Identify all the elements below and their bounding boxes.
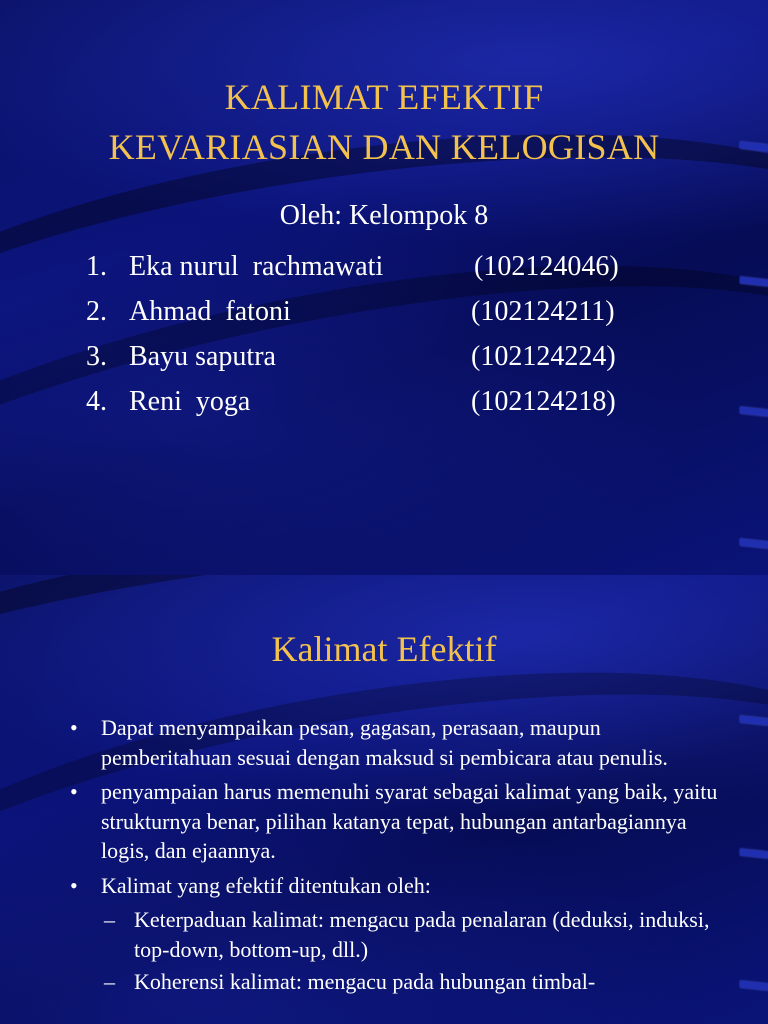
sub-bullet-text: Keterpaduan kalimat: mengacu pada penalaran (deduksi, induksi, top-down, bottom-up, dll.): [134, 907, 710, 962]
member-row: [86, 292, 686, 337]
bullet-list: [70, 713, 720, 1000]
dash-icon: –: [104, 907, 115, 932]
slide-content: [0, 575, 768, 1024]
sub-bullet-text: Koherensi kalimat: mengacu pada hubungan timbal-: [134, 969, 596, 994]
member-name: Eka nurul rachmawati: [129, 251, 384, 282]
member-id: (102124211): [471, 296, 615, 327]
member-list: [86, 247, 686, 427]
sub-bullet-item: [70, 967, 720, 997]
member-id: (102124224): [471, 341, 616, 372]
member-number: 2.: [86, 296, 107, 327]
dash-icon: –: [104, 969, 115, 994]
member-number: 3.: [86, 341, 107, 372]
bullet-item: [70, 777, 720, 866]
decor-dash: [740, 539, 768, 549]
bullet-icon: •: [70, 715, 78, 740]
slide-title-line-2: KEVARIASIAN DAN KELOGISAN: [108, 127, 660, 167]
member-name: Ahmad fatoni: [129, 296, 291, 327]
bullet-text: Dapat menyampaikan pesan, gagasan, perasaan, maupun pemberitahuan sesuai dengan maksud si pembicara atau penulis.: [101, 715, 668, 770]
section-title: Kalimat Efektif: [271, 629, 497, 669]
member-id: (102124218): [471, 386, 616, 417]
member-id: (102124046): [474, 251, 619, 282]
member-number: 4.: [86, 386, 107, 417]
member-row: [86, 382, 686, 427]
member-number: 1.: [86, 251, 107, 282]
member-name: Reni yoga: [129, 386, 251, 417]
bullet-item: [70, 871, 720, 901]
member-row: [86, 247, 686, 292]
decor-dash: [740, 981, 768, 991]
bullet-icon: •: [70, 779, 78, 804]
bullet-text: penyampaian harus memenuhi syarat sebagai kalimat yang baik, yaitu strukturnya benar, pilihan katanya tepat, hubungan antarbagiannya logis, dan ejaannya.: [101, 779, 718, 863]
member-row: [86, 337, 686, 382]
group-label: Oleh: Kelompok 8: [279, 200, 489, 231]
slide-title-line-1: KALIMAT EFEKTIF: [224, 77, 544, 117]
sub-bullet-item: [70, 905, 720, 964]
bullet-icon: •: [70, 872, 78, 898]
bullet-text: Kalimat yang efektif ditentukan oleh:: [101, 872, 431, 898]
bullet-item: [70, 713, 720, 772]
member-name: Bayu saputra: [129, 341, 276, 372]
